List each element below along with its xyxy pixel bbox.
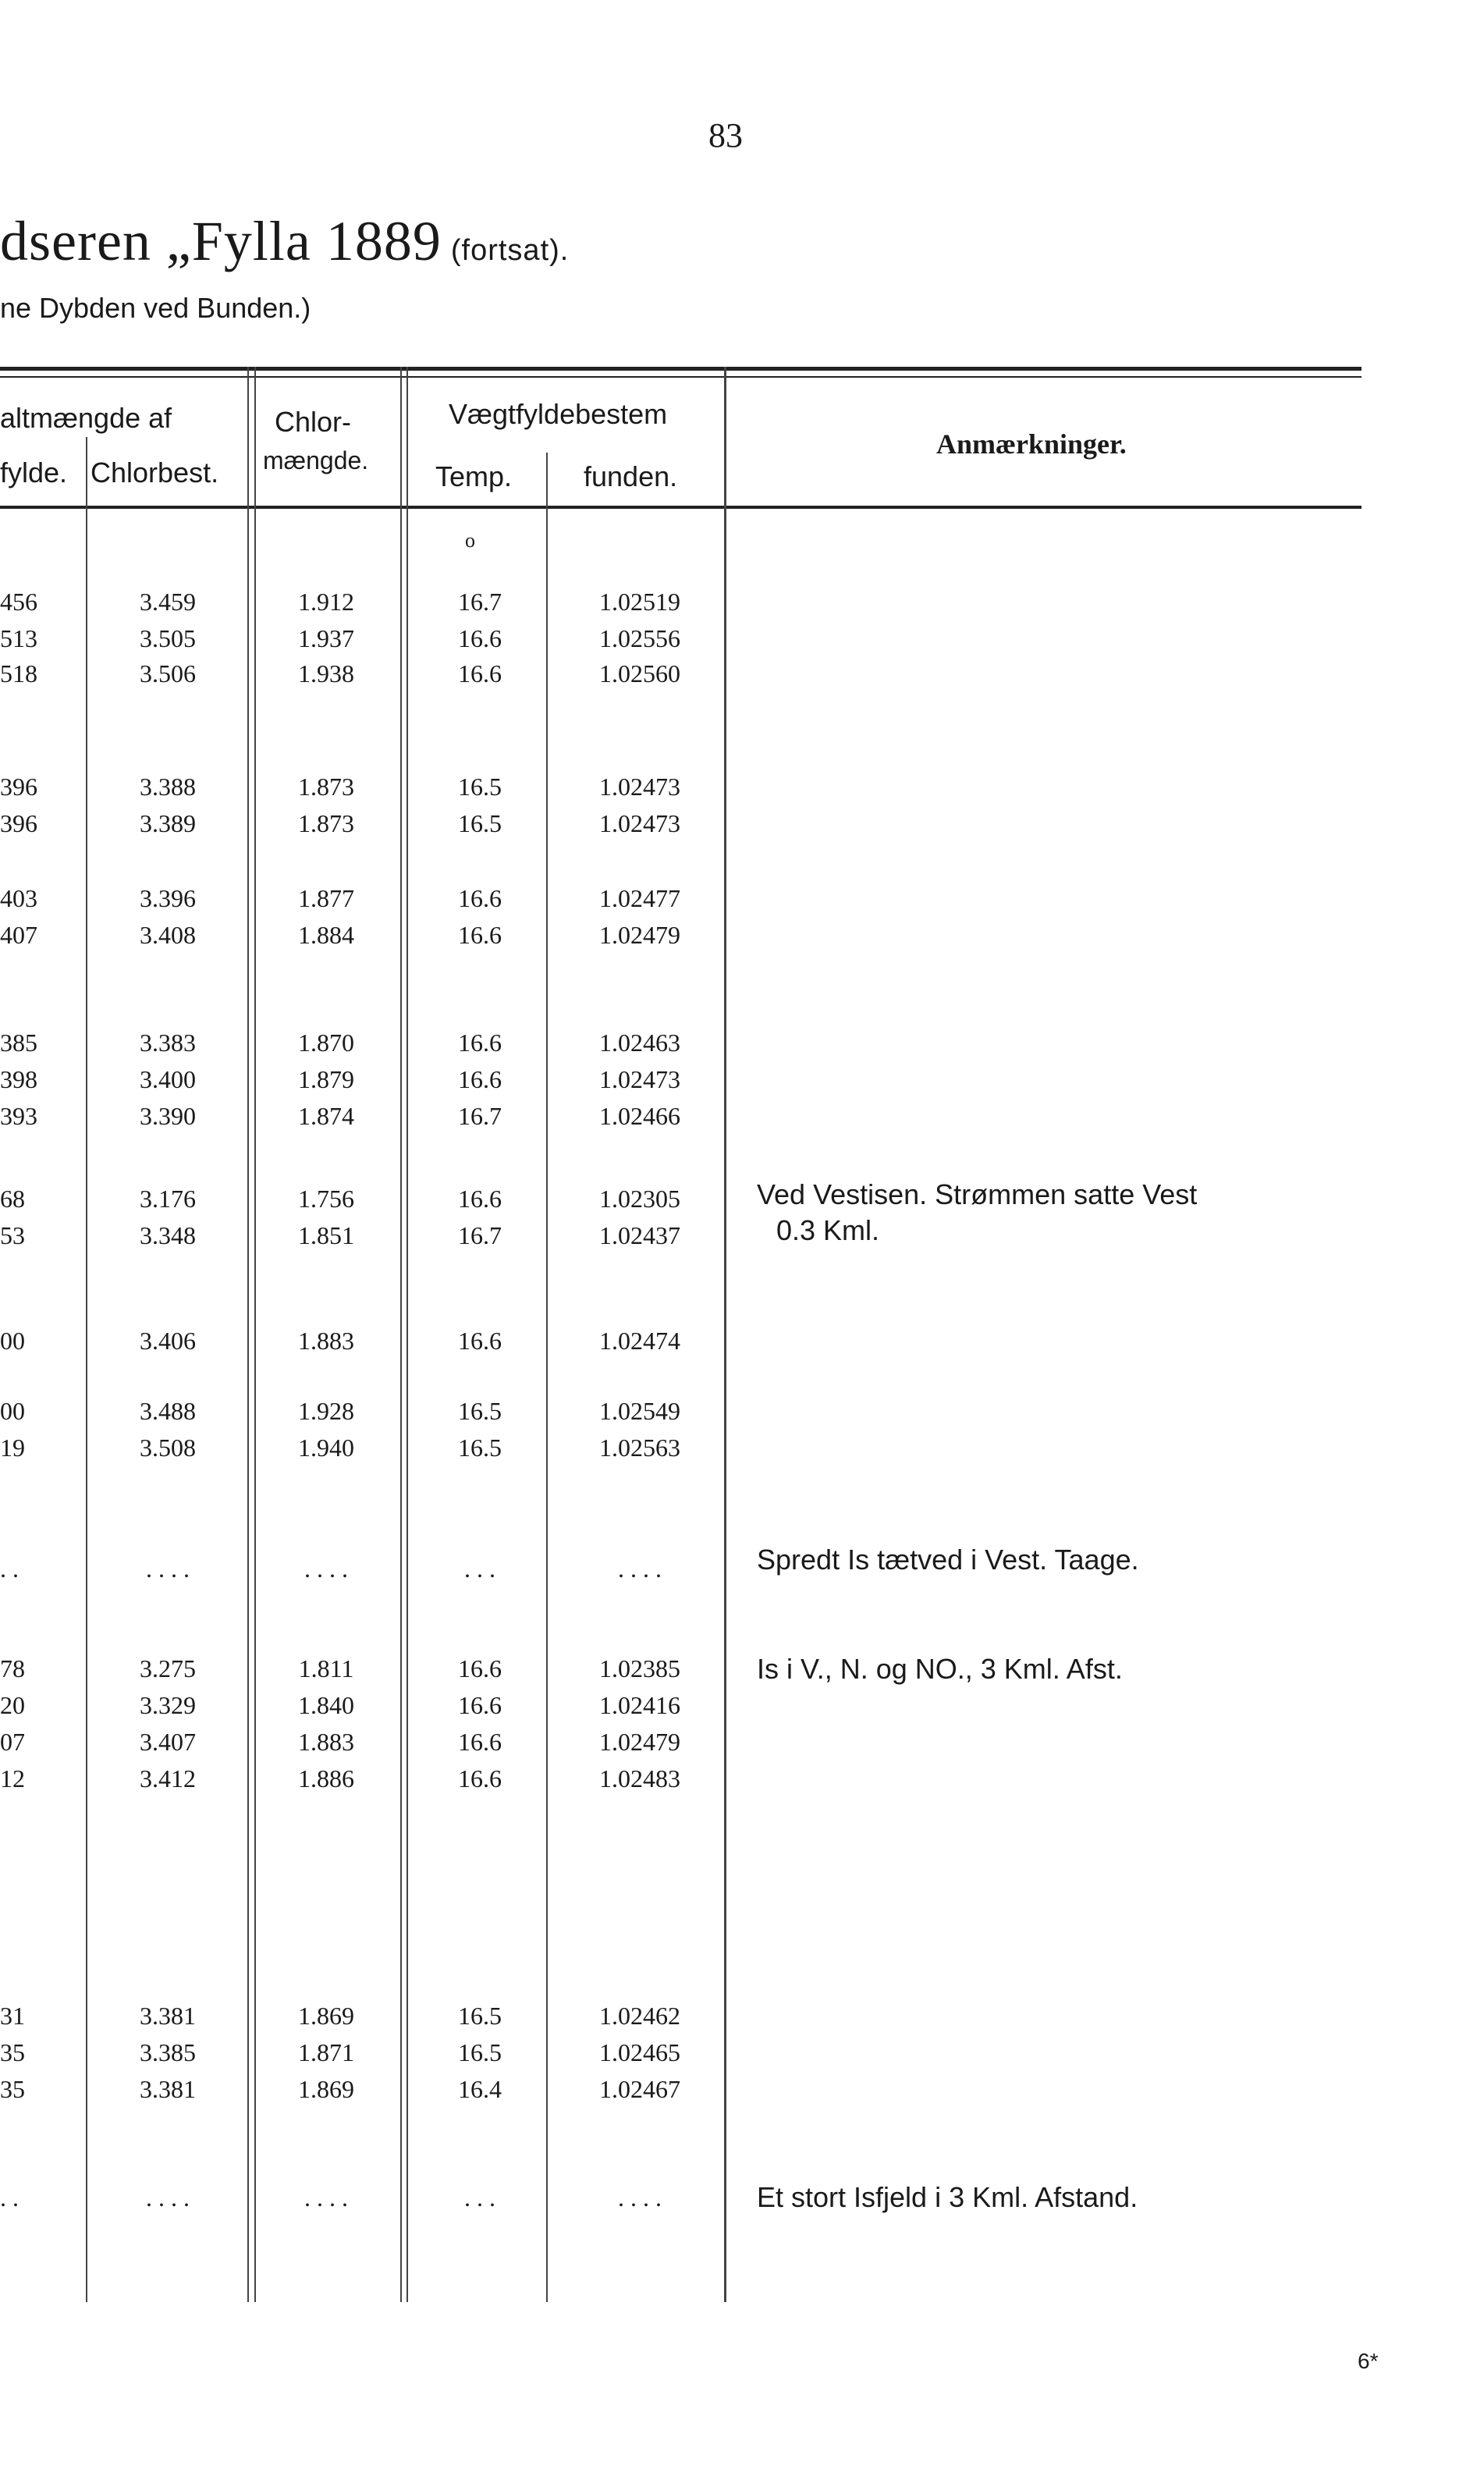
cell-chlorbest: 3.176 <box>140 1185 196 1213</box>
cell-chlorbest: 3.412 <box>140 1764 196 1792</box>
cell-funden: 1.02563 <box>599 1434 680 1462</box>
cell-chlor: 1.874 <box>298 1102 354 1130</box>
cell-temp: 16.5 <box>458 773 502 801</box>
cell-funden: 1.02549 <box>599 1397 680 1425</box>
cell-chlor: 1.811 <box>298 1654 354 1682</box>
cell-funden: 1.02385 <box>599 1654 680 1682</box>
cell-funden: . . . . <box>618 1554 662 1583</box>
cell-funden: 1.02437 <box>599 1221 680 1249</box>
cell-chlor: 1.879 <box>298 1065 354 1093</box>
cell-fylde: 35 <box>0 2075 25 2103</box>
cell-fylde: 403 <box>0 884 37 912</box>
cell-funden: 1.02560 <box>599 659 680 688</box>
cell-funden: 1.02467 <box>599 2075 680 2103</box>
cell-chlor: 1.886 <box>298 1764 354 1792</box>
cell-chlor: 1.873 <box>298 809 354 837</box>
cell-chlorbest: . . . . <box>146 1554 190 1583</box>
page-number: 83 <box>708 116 743 155</box>
cell-temp: 16.6 <box>458 1691 502 1719</box>
cell-chlor: 1.928 <box>298 1397 354 1425</box>
cell-fylde: 35 <box>0 2038 25 2066</box>
cell-chlorbest: 3.506 <box>140 659 196 688</box>
cell-funden: 1.02477 <box>599 884 680 912</box>
cell-chlorbest: 3.275 <box>140 1654 196 1682</box>
cell-chlorbest: 3.488 <box>140 1397 196 1425</box>
cell-fylde: . . <box>0 1554 19 1583</box>
cell-chlorbest: 3.459 <box>140 588 196 616</box>
cell-chlorbest: 3.381 <box>140 2002 196 2030</box>
cell-chlorbest: 3.407 <box>140 1728 196 1756</box>
note-vestisen-line1: Ved Vestisen. Strømmen satte Vest <box>757 1178 1198 1210</box>
cell-temp: 16.5 <box>458 2002 502 2030</box>
cell-chlorbest: 3.383 <box>140 1029 196 1057</box>
cell-funden: . . . . <box>618 2183 662 2212</box>
cell-temp: 16.6 <box>458 1327 502 1355</box>
note-vestisen-cont: 0.3 Kml. <box>776 1214 880 1246</box>
cell-chlorbest: 3.406 <box>140 1327 196 1355</box>
cell-chlor: 1.873 <box>298 773 354 801</box>
cell-funden: 1.02305 <box>599 1185 680 1213</box>
cell-fylde: 20 <box>0 1691 25 1719</box>
cell-funden: 1.02473 <box>599 773 680 801</box>
cell-funden: 1.02474 <box>599 1327 680 1355</box>
cell-chlor: 1.871 <box>298 2038 354 2066</box>
cell-fylde: 518 <box>0 659 37 688</box>
title-main: dseren „Fylla 1889 <box>0 210 442 272</box>
cell-temp: . . . <box>464 1554 495 1583</box>
cell-fylde: 12 <box>0 1764 25 1792</box>
cell-fylde: 396 <box>0 809 37 837</box>
cell-fylde: 78 <box>0 1654 25 1682</box>
cell-fylde: 31 <box>0 2002 25 2030</box>
cell-chlorbest: 3.381 <box>140 2075 196 2103</box>
cell-chlor: 1.869 <box>298 2002 354 2030</box>
cell-chlor: 1.869 <box>298 2075 354 2103</box>
cell-funden: 1.02556 <box>599 624 680 652</box>
cell-chlorbest: 3.400 <box>140 1065 196 1093</box>
cell-funden: 1.02519 <box>599 588 680 616</box>
note-spredt-is: Spredt Is tætved i Vest. Taage. <box>757 1544 1139 1576</box>
header-funden: funden. <box>584 460 678 492</box>
cell-chlor: 1.877 <box>298 884 354 912</box>
cell-temp: . . . <box>464 2183 495 2212</box>
cell-chlorbest: 3.389 <box>140 809 196 837</box>
cell-temp: 16.6 <box>458 624 502 652</box>
header-salt-group: altmængde af <box>0 402 172 434</box>
cell-funden: 1.02473 <box>599 809 680 837</box>
cell-temp: 16.7 <box>458 588 502 616</box>
cell-temp: 16.6 <box>458 921 502 949</box>
cell-temp: 16.6 <box>458 884 502 912</box>
cell-funden: 1.02473 <box>599 1065 680 1093</box>
cell-chlor: 1.938 <box>298 659 354 688</box>
cell-temp: 16.6 <box>458 1065 502 1093</box>
cell-chlorbest: 3.329 <box>140 1691 196 1719</box>
cell-temp: 16.7 <box>458 1221 502 1249</box>
cell-temp: 16.5 <box>458 809 502 837</box>
cell-chlorbest: 3.505 <box>140 624 196 652</box>
cell-funden: 1.02463 <box>599 1029 680 1057</box>
cell-fylde: 396 <box>0 773 37 801</box>
cell-fylde: 513 <box>0 624 37 652</box>
cell-chlorbest: 3.390 <box>140 1102 196 1130</box>
cell-funden: 1.02465 <box>599 2038 680 2066</box>
cell-temp: 16.5 <box>458 1397 502 1425</box>
cell-temp: 16.6 <box>458 1029 502 1057</box>
cell-fylde: 385 <box>0 1029 37 1057</box>
header-chlorbest: Chlorbest. <box>91 457 219 489</box>
cell-chlor: 1.870 <box>298 1029 354 1057</box>
header-temp: Temp. <box>435 460 513 492</box>
cell-chlor: 1.851 <box>298 1221 354 1249</box>
cell-chlor: 1.840 <box>298 1691 354 1719</box>
cell-temp: 16.6 <box>458 659 502 688</box>
cell-fylde: 407 <box>0 921 37 949</box>
note-vestisen <box>757 1178 1197 1211</box>
cell-temp: 16.6 <box>458 1764 502 1792</box>
cell-fylde: 393 <box>0 1102 37 1130</box>
cell-fylde: . . <box>0 2183 19 2212</box>
header-vaegt-group: Vægtfyldebestem <box>449 398 668 430</box>
cell-funden: 1.02483 <box>599 1764 680 1792</box>
header-fylde: fylde. <box>0 457 68 489</box>
table-top-rule <box>0 367 1362 371</box>
cell-temp: 16.6 <box>458 1654 502 1682</box>
temp-unit-mark: o <box>465 529 475 552</box>
header-anmaerkninger: Anmærkninger. <box>936 428 1127 460</box>
cell-chlor: 1.756 <box>298 1185 354 1213</box>
page-title <box>0 209 569 274</box>
cell-fylde: 07 <box>0 1728 25 1756</box>
table-header-rule <box>0 506 1362 509</box>
cell-fylde: 398 <box>0 1065 37 1093</box>
cell-fylde: 456 <box>0 588 37 616</box>
cell-chlor: 1.883 <box>298 1728 354 1756</box>
cell-chlor: 1.884 <box>298 921 354 949</box>
cell-temp: 16.4 <box>458 2075 502 2103</box>
cell-temp: 16.5 <box>458 1434 502 1462</box>
cell-chlorbest: 3.408 <box>140 921 196 949</box>
cell-chlorbest: 3.348 <box>140 1221 196 1249</box>
cell-chlorbest: 3.388 <box>140 773 196 801</box>
cell-fylde: 00 <box>0 1397 25 1425</box>
cell-temp: 16.5 <box>458 2038 502 2066</box>
cell-funden: 1.02479 <box>599 921 680 949</box>
header-chlor-line2: mængde. <box>263 446 369 474</box>
col-divider-3b <box>407 367 408 2302</box>
cell-fylde: 53 <box>0 1221 25 1249</box>
col-divider-4 <box>546 453 548 2302</box>
title-continued: (fortsat). <box>450 234 570 267</box>
table-top-rule-thin <box>0 376 1362 378</box>
cell-fylde: 00 <box>0 1327 25 1355</box>
cell-chlor: 1.912 <box>298 588 354 616</box>
note-is-retning: Is i V., N. og NO., 3 Kml. Afst. <box>757 1653 1123 1685</box>
cell-temp: 16.7 <box>458 1102 502 1130</box>
cell-temp: 16.6 <box>458 1185 502 1213</box>
cell-chlorbest: 3.385 <box>140 2038 196 2066</box>
cell-funden: 1.02466 <box>599 1102 680 1130</box>
cell-fylde: 68 <box>0 1185 25 1213</box>
cell-funden: 1.02479 <box>599 1728 680 1756</box>
cell-chlor: 1.940 <box>298 1434 354 1462</box>
cell-chlorbest: 3.508 <box>140 1434 196 1462</box>
cell-chlor: 1.883 <box>298 1327 354 1355</box>
cell-fylde: 19 <box>0 1434 25 1462</box>
cell-chlorbest: . . . . <box>146 2183 190 2212</box>
cell-chlor: 1.937 <box>298 624 354 652</box>
cell-funden: 1.02462 <box>599 2002 680 2030</box>
cell-temp: 16.6 <box>458 1728 502 1756</box>
note-isfjeld: Et stort Isfjeld i 3 Kml. Afstand. <box>757 2181 1138 2213</box>
cell-chlor: . . . . <box>304 2183 348 2212</box>
cell-funden: 1.02416 <box>599 1691 680 1719</box>
header-chlor-line1: Chlor- <box>275 406 352 438</box>
cell-chlorbest: 3.396 <box>140 884 196 912</box>
col-divider-1 <box>86 437 87 2302</box>
page-subtitle: ne Dybden ved Bunden.) <box>0 292 311 324</box>
cell-chlor: . . . . <box>304 1554 348 1583</box>
signature-mark: 6* <box>1358 2349 1379 2373</box>
